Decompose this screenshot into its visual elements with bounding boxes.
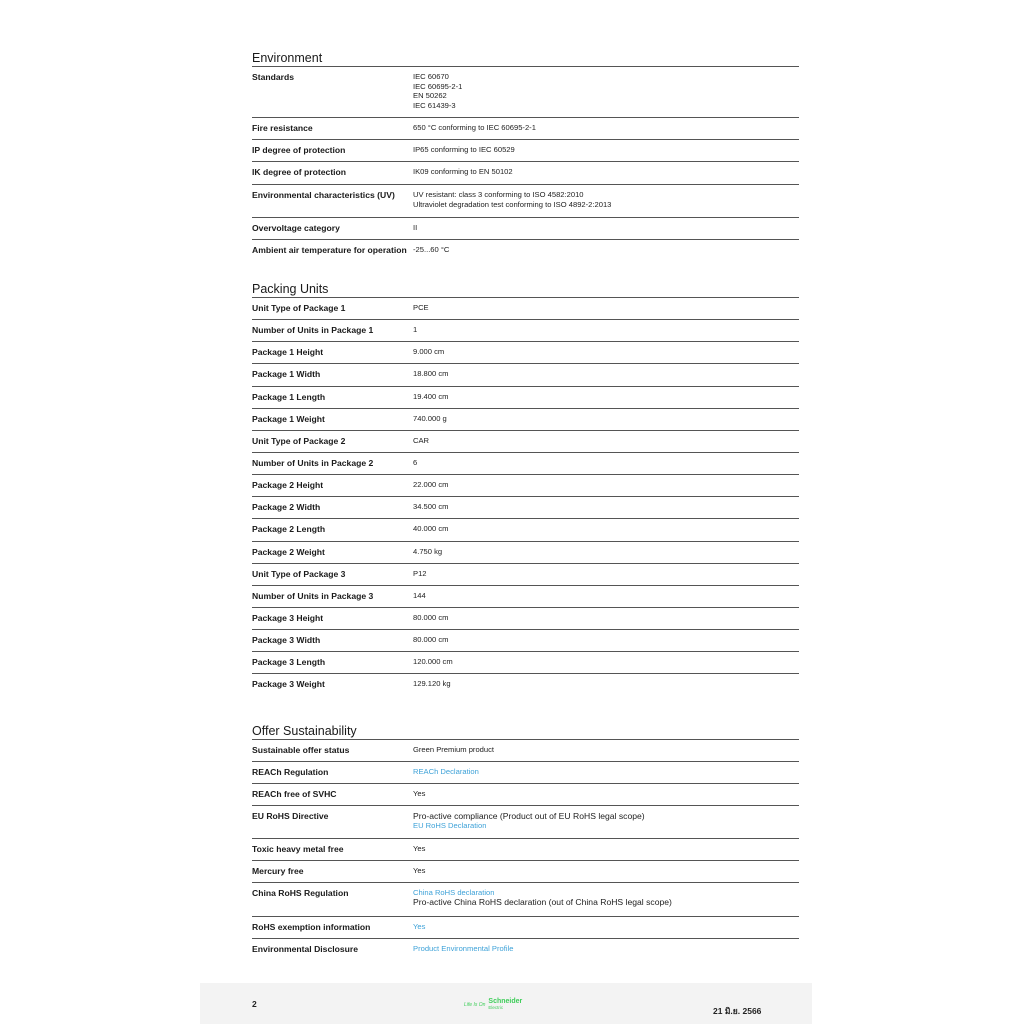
- row-value: -25...60 °C: [413, 245, 450, 254]
- value-line: IEC 60695-2-1: [413, 81, 463, 91]
- row-value: IP65 conforming to IEC 60529: [413, 145, 515, 154]
- table-row: [252, 342, 799, 364]
- row-label: Package 1 Height: [252, 347, 324, 358]
- row-label: Unit Type of Package 3: [252, 568, 346, 579]
- row-label: Toxic heavy metal free: [252, 843, 344, 854]
- environment-section: [252, 50, 799, 272]
- row-label: Package 3 Width: [252, 635, 321, 646]
- sustainability-section: [252, 723, 799, 961]
- value-line: Pro-active China RoHS declaration (out of China RoHS legal scope): [413, 897, 672, 908]
- row-value: CAR: [413, 435, 430, 445]
- reach-declaration-link[interactable]: REACh Declaration: [413, 766, 479, 776]
- table-row: [252, 630, 799, 652]
- row-label: Package 2 Height: [252, 480, 324, 491]
- table-row: [252, 917, 799, 939]
- row-label: China RoHS Regulation: [252, 887, 349, 898]
- section-title: Packing Units: [252, 281, 799, 298]
- value-line: Pro-active compliance (Product out of EU RoHS legal scope): [413, 810, 645, 821]
- row-label: Package 1 Length: [252, 391, 326, 402]
- table-row: [252, 939, 799, 961]
- table-row: [252, 883, 799, 917]
- row-value: [413, 67, 799, 117]
- section-title: Environment: [252, 50, 799, 67]
- row-label: Package 2 Width: [252, 502, 321, 513]
- china-rohs-declaration-link[interactable]: China RoHS declaration: [413, 887, 495, 897]
- row-value: [413, 806, 799, 838]
- table-row: [252, 519, 799, 541]
- row-label: Package 3 Height: [252, 612, 324, 623]
- table-row: [252, 185, 799, 218]
- table-row: [252, 839, 799, 861]
- row-value: P12: [413, 568, 427, 578]
- row-value: PCE: [413, 303, 429, 312]
- row-label: REACh free of SVHC: [252, 788, 337, 799]
- row-value: 120.000 cm: [413, 657, 453, 667]
- row-value: Yes: [413, 843, 426, 853]
- table-row: [252, 674, 799, 696]
- logo-brand-name: Schneider: [488, 998, 523, 1005]
- row-label: Environmental Disclosure: [252, 943, 359, 954]
- table-row: [252, 564, 799, 586]
- row-value: 144: [413, 590, 426, 600]
- table-row: [252, 320, 799, 342]
- row-label: Overvoltage category: [252, 223, 340, 233]
- row-value: II: [413, 223, 418, 232]
- table-row: [252, 162, 799, 185]
- page-footer: [200, 983, 812, 1024]
- row-label: IK degree of protection: [252, 167, 347, 177]
- value-line: UV resistant: class 3 conforming to ISO 4582:2010: [413, 190, 584, 199]
- logo-brand-sub: Electric: [488, 1005, 504, 1010]
- row-label: Package 1 Weight: [252, 413, 325, 424]
- row-value: 740.000 g: [413, 413, 447, 423]
- value-line: IEC 61439-3: [413, 100, 456, 110]
- packing-units-section: [252, 281, 799, 697]
- row-label: RoHS exemption information: [252, 921, 371, 932]
- row-label: EU RoHS Directive: [252, 810, 329, 821]
- row-label: Ambient air temperature for operation: [252, 245, 407, 255]
- row-value: 4.750 kg: [413, 546, 443, 556]
- row-value: [413, 185, 799, 217]
- table-row: [252, 387, 799, 409]
- schneider-logo: [464, 999, 522, 1011]
- table-row: [252, 453, 799, 475]
- table-row: [252, 409, 799, 431]
- value-line: EN 50262: [413, 91, 447, 101]
- row-label: Unit Type of Package 2: [252, 435, 346, 446]
- row-value: IK09 conforming to EN 50102: [413, 167, 513, 176]
- table-row: [252, 740, 799, 762]
- row-label: Package 2 Length: [252, 524, 326, 535]
- table-row: [252, 762, 799, 784]
- row-label: Package 1 Width: [252, 369, 321, 380]
- eu-rohs-declaration-link[interactable]: EU RoHS Declaration: [413, 820, 487, 830]
- table-row: [252, 652, 799, 674]
- table-row: [252, 218, 799, 240]
- table-row: [252, 118, 799, 140]
- table-row: [252, 784, 799, 806]
- row-label: Fire resistance: [252, 123, 313, 133]
- row-value: Green Premium product: [413, 744, 495, 754]
- row-label: Environmental characteristics (UV): [252, 190, 395, 200]
- table-row: [252, 364, 799, 386]
- datasheet-page: [252, 50, 799, 961]
- row-label: Mercury free: [252, 865, 304, 876]
- section-title: Offer Sustainability: [252, 723, 799, 740]
- table-row: [252, 431, 799, 453]
- row-value: 650 °C conforming to IEC 60695-2-1: [413, 123, 536, 132]
- row-label: Unit Type of Package 1: [252, 303, 346, 313]
- value-line: Ultraviolet degradation test conforming to ISO 4892-2:2013: [413, 199, 612, 209]
- row-value: 40.000 cm: [413, 524, 449, 534]
- table-row: [252, 475, 799, 497]
- table-row: [252, 586, 799, 608]
- table-row: [252, 608, 799, 630]
- value-line: IEC 60670: [413, 72, 449, 81]
- row-value: Yes: [413, 865, 426, 875]
- row-value: 19.400 cm: [413, 391, 449, 401]
- table-row: [252, 542, 799, 564]
- row-value: 34.500 cm: [413, 502, 449, 512]
- table-row: [252, 140, 799, 162]
- row-value: 18.800 cm: [413, 369, 449, 379]
- row-label: Package 3 Weight: [252, 679, 325, 690]
- footer-date: 21 มิ.ย. 2566: [713, 1006, 762, 1016]
- row-label: Number of Units in Package 1: [252, 325, 374, 336]
- row-value: 80.000 cm: [413, 635, 449, 645]
- row-value: 129.120 kg: [413, 679, 451, 689]
- table-row: [252, 861, 799, 883]
- table-row: [252, 240, 799, 272]
- row-label: Number of Units in Package 2: [252, 457, 374, 468]
- rohs-exemption-link[interactable]: Yes: [413, 921, 426, 931]
- row-value: 22.000 cm: [413, 480, 449, 490]
- row-value: 80.000 cm: [413, 612, 449, 622]
- row-value: 9.000 cm: [413, 347, 445, 357]
- row-label: REACh Regulation: [252, 766, 329, 777]
- table-row: [252, 806, 799, 839]
- page-number: 2: [252, 999, 257, 1009]
- row-label: Package 2 Weight: [252, 546, 325, 557]
- row-value: 6: [413, 457, 418, 467]
- table-row: [252, 298, 799, 320]
- row-label: Number of Units in Package 3: [252, 590, 374, 601]
- environmental-profile-link[interactable]: Product Environmental Profile: [413, 943, 514, 953]
- row-value: [413, 883, 799, 916]
- table-row: [252, 497, 799, 519]
- row-value: 1: [413, 325, 418, 335]
- row-label: Package 3 Length: [252, 657, 326, 668]
- logo-tagline: Life Is On: [464, 1002, 486, 1008]
- packing-table: [252, 298, 799, 697]
- row-label: IP degree of protection: [252, 145, 346, 155]
- logo-brand: [488, 999, 522, 1011]
- row-value: Yes: [413, 788, 426, 798]
- table-row: [252, 67, 799, 118]
- row-label: Sustainable offer status: [252, 744, 350, 755]
- row-label: Standards: [252, 72, 295, 82]
